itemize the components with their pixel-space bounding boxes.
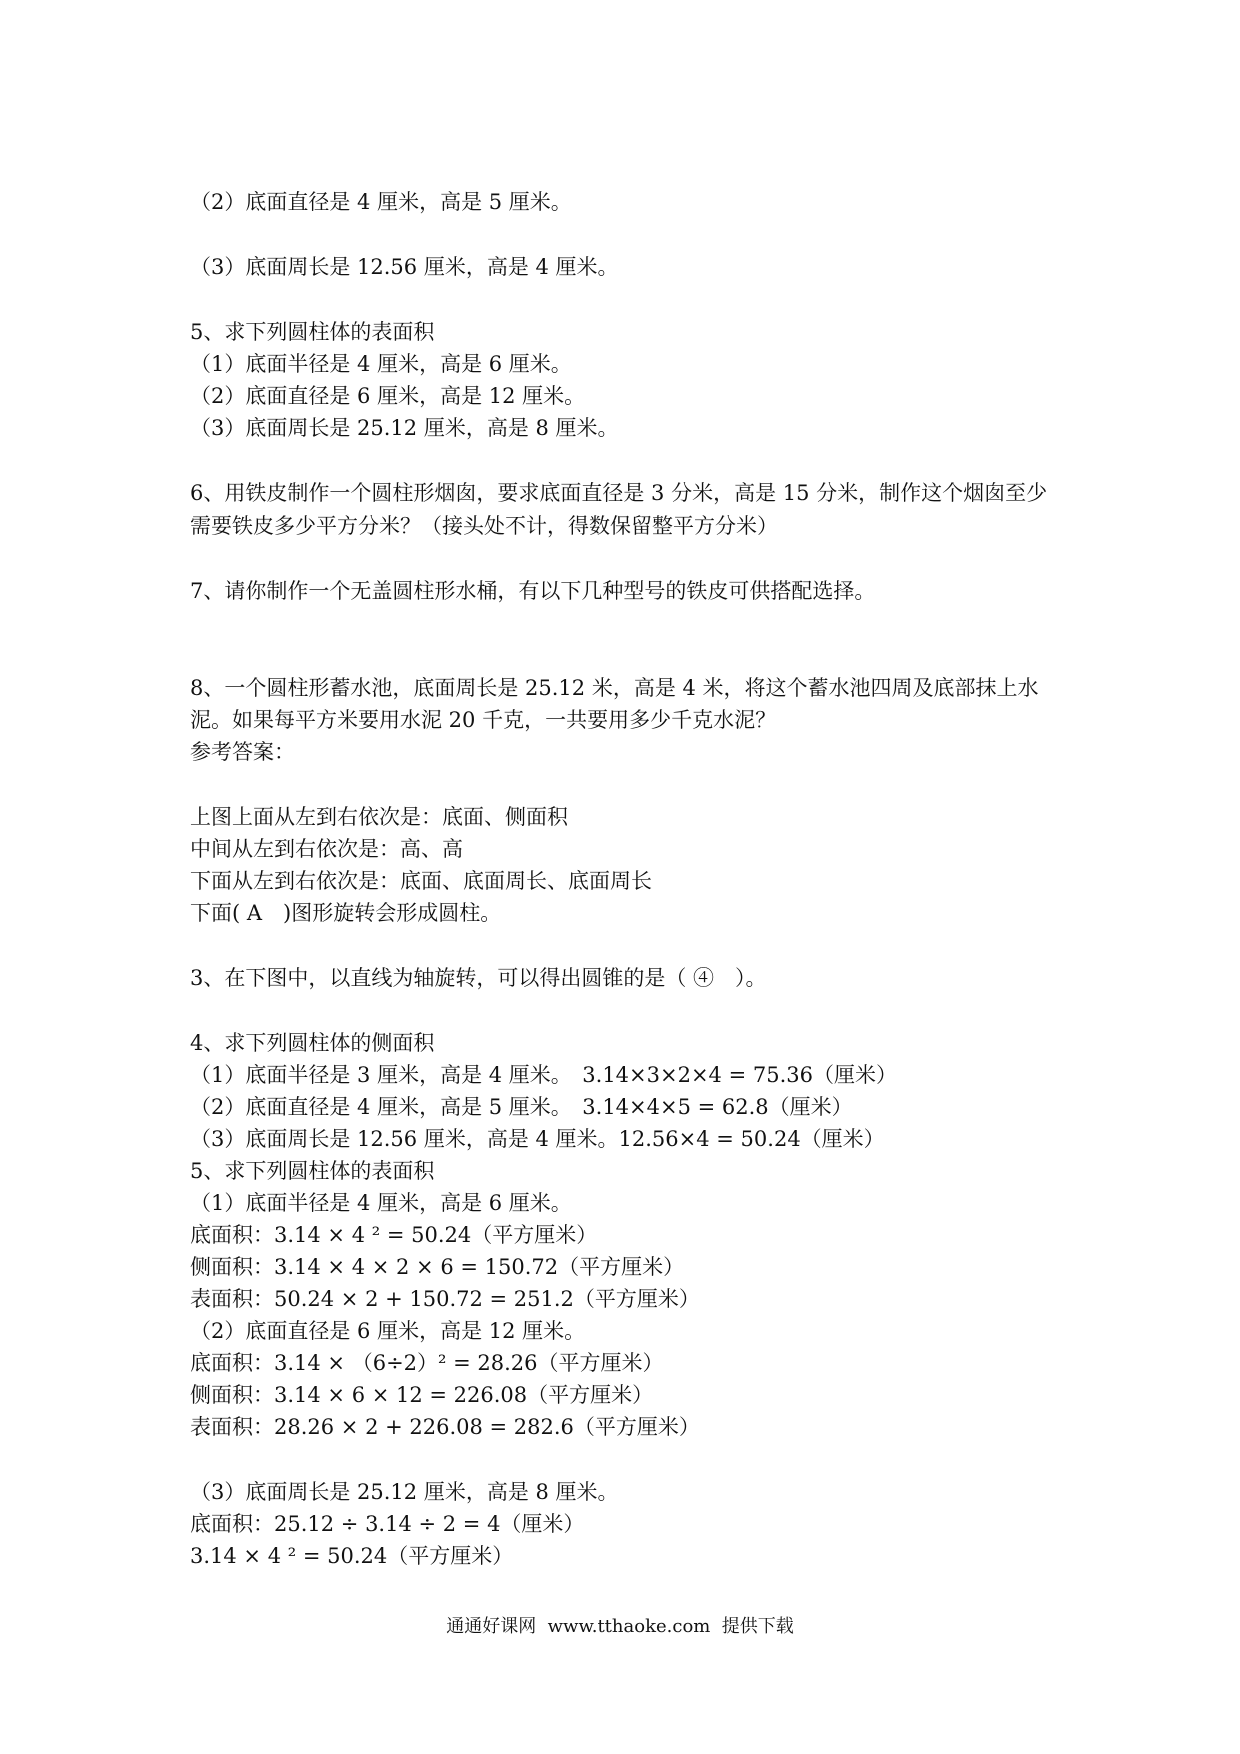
text-line: 3.14 × 4 ² = 50.24（平方厘米） (190, 1544, 514, 1568)
section-heading: 5、求下列圆柱体的表面积 (190, 320, 435, 344)
page-footer: 通通好课网 www.tthaoke.com 提供下载 (446, 1616, 794, 1637)
section-heading: 4、求下列圆柱体的侧面积 (190, 1031, 435, 1055)
text-line: （3）底面周长是 25.12 厘米，高是 8 厘米。 (190, 1480, 619, 1504)
section-heading: 6、用铁皮制作一个圆柱形烟囱，要求底面直径是 3 分米，高是 15 分米，制作这个烟囱至少 (190, 481, 1048, 505)
section-heading: 7、请你制作一个无盖圆柱形水桶，有以下几种型号的铁皮可供搭配选择。 (190, 579, 876, 603)
text-line: 表面积：28.26 × 2 + 226.08 = 282.6（平方厘米） (190, 1415, 700, 1439)
text-line: 底面积：3.14 × 4 ² = 50.24（平方厘米） (190, 1223, 598, 1247)
text-line: （3）底面周长是 25.12 厘米，高是 8 厘米。 (190, 416, 619, 440)
text-line: （2）底面直径是 4 厘米，高是 5 厘米。 3.14×4×5 = 62.8（厘米） (190, 1095, 853, 1119)
text-line: 侧面积：3.14 × 4 × 2 × 6 = 150.72（平方厘米） (190, 1255, 685, 1279)
text-line: 侧面积：3.14 × 6 × 12 = 226.08（平方厘米） (190, 1383, 654, 1407)
section-heading: 3、在下图中，以直线为轴旋转，可以得出圆锥的是（ ④ ）。 (190, 966, 767, 990)
text-line: （3）底面周长是 12.56 厘米，高是 4 厘米。 (190, 255, 619, 279)
section-heading: 8、一个圆柱形蓄水池，底面周长是 25.12 米，高是 4 米，将这个蓄水池四周及底部抹上水 (190, 676, 1039, 700)
text-line: 上图上面从左到右依次是：底面、侧面积 (190, 805, 568, 829)
text-line: 表面积：50.24 × 2 + 150.72 = 251.2（平方厘米） (190, 1287, 700, 1311)
text-line: 需要铁皮多少平方分米？（接头处不计，得数保留整平方分米） (190, 514, 778, 538)
text-line: （1）底面半径是 4 厘米，高是 6 厘米。 (190, 352, 572, 376)
text-line: 底面积：3.14 × （6÷2）² = 28.26（平方厘米） (190, 1351, 664, 1375)
text-line: （3）底面周长是 12.56 厘米，高是 4 厘米。12.56×4 = 50.24（厘米） (190, 1127, 885, 1151)
text-line: 下面( A )图形旋转会形成圆柱。 (190, 901, 502, 925)
text-line: （2）底面直径是 4 厘米，高是 5 厘米。 (190, 190, 572, 214)
text-line: 下面从左到右依次是：底面、底面周长、底面周长 (190, 869, 652, 893)
text-line: 中间从左到右依次是：高、高 (190, 837, 463, 861)
text-line: （2）底面直径是 6 厘米，高是 12 厘米。 (190, 1319, 586, 1343)
text-line: 底面积：25.12 ÷ 3.14 ÷ 2 = 4（厘米） (190, 1512, 585, 1536)
text-line: （1）底面半径是 4 厘米，高是 6 厘米。 (190, 1191, 572, 1215)
section-heading: 5、求下列圆柱体的表面积 (190, 1159, 435, 1183)
text-line: （1）底面半径是 3 厘米，高是 4 厘米。 3.14×3×2×4 = 75.36（厘米） (190, 1063, 897, 1087)
answer-heading: 参考答案： (190, 740, 295, 764)
text-line: （2）底面直径是 6 厘米，高是 12 厘米。 (190, 384, 586, 408)
text-line: 泥。如果每平方米要用水泥 20 千克，一共要用多少千克水泥？ (190, 708, 777, 732)
